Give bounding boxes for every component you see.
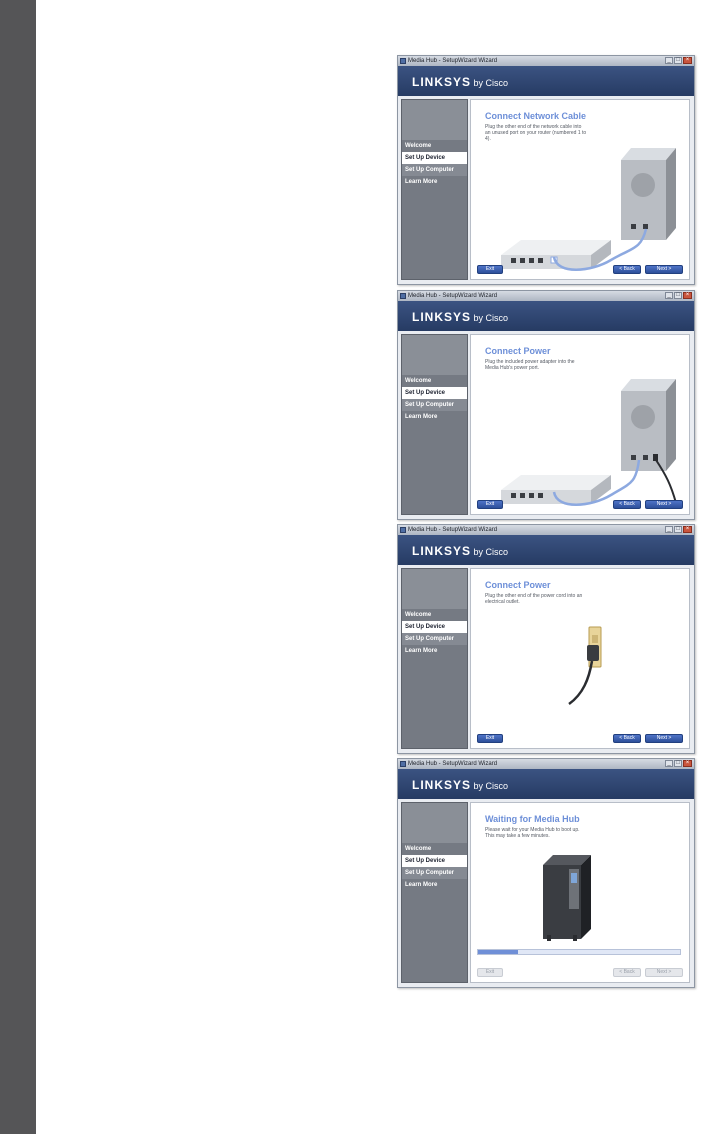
sidebar-item-set-up-computer[interactable]: Set Up Computer <box>402 633 467 645</box>
step-title: Connect Network Cable <box>485 111 587 121</box>
exit-button[interactable]: Exit <box>477 968 503 977</box>
wizard-content <box>470 99 690 280</box>
brand-logo: LINKSYS by Cisco <box>412 310 509 324</box>
sidebar-item-learn-more[interactable]: Learn More <box>405 882 438 888</box>
sidebar-item-welcome[interactable]: Welcome <box>405 378 432 384</box>
wizard-sidebar <box>401 99 468 280</box>
next-button[interactable]: Next > <box>645 734 683 743</box>
wizard-sidebar <box>401 568 468 749</box>
brand-header <box>398 535 694 565</box>
back-button[interactable]: < Back <box>613 265 641 274</box>
window-title-bar[interactable] <box>398 56 694 66</box>
app-icon <box>400 761 406 767</box>
exit-button[interactable]: Exit <box>477 734 503 743</box>
page-edge-bar <box>0 0 36 1134</box>
step-description: Plug the included power adapter into the Media Hub's power port. <box>485 359 575 371</box>
brand-logo: LINKSYS by Cisco <box>412 544 509 558</box>
window-title: Media Hub - SetupWizard Wizard <box>408 58 498 64</box>
brand-header <box>398 769 694 799</box>
step-title: Waiting for Media Hub <box>485 814 580 824</box>
sidebar-item-learn-more[interactable]: Learn More <box>405 414 438 420</box>
next-button[interactable]: Next > <box>645 968 683 977</box>
window-title: Media Hub - SetupWizard Wizard <box>408 527 498 533</box>
step-description: Please wait for your Media Hub to boot up. This may take a few minutes. <box>485 827 580 839</box>
maximize-icon[interactable]: □ <box>674 760 682 767</box>
close-icon[interactable]: × <box>683 526 692 533</box>
wizard-window-connect-network-cable <box>397 55 695 285</box>
next-button[interactable]: Next > <box>645 500 683 509</box>
power-plug-outlet-illustration <box>471 569 689 748</box>
sidebar-item-welcome[interactable]: Welcome <box>405 143 432 149</box>
back-button[interactable]: < Back <box>613 968 641 977</box>
back-button[interactable]: < Back <box>613 500 641 509</box>
window-title-bar[interactable] <box>398 291 694 301</box>
close-icon[interactable]: × <box>683 760 692 767</box>
minimize-icon[interactable]: _ <box>665 57 673 64</box>
minimize-icon[interactable]: _ <box>665 760 673 767</box>
sidebar-item-learn-more[interactable]: Learn More <box>405 648 438 654</box>
brand-logo: LINKSYS by Cisco <box>412 75 509 89</box>
step-description: Plug the other end of the network cable into an unused port on your router (numbered 1 to 4). <box>485 124 587 142</box>
sidebar-item-set-up-computer[interactable]: Set Up Computer <box>402 867 467 879</box>
sidebar-item-learn-more[interactable]: Learn More <box>405 179 438 185</box>
hub-power-adapter-illustration <box>471 335 689 514</box>
sidebar-item-set-up-device[interactable]: Set Up Device <box>402 855 467 867</box>
exit-button[interactable]: Exit <box>477 500 503 509</box>
maximize-icon[interactable]: □ <box>674 292 682 299</box>
media-hub-illustration <box>471 803 689 982</box>
wizard-sidebar <box>401 334 468 515</box>
step-title: Connect Power <box>485 580 551 590</box>
app-icon <box>400 58 406 64</box>
sidebar-item-set-up-computer[interactable]: Set Up Computer <box>402 399 467 411</box>
wizard-content <box>470 802 690 983</box>
sidebar-item-set-up-device[interactable]: Set Up Device <box>402 387 467 399</box>
sidebar-item-set-up-device[interactable]: Set Up Device <box>402 621 467 633</box>
minimize-icon[interactable]: _ <box>665 526 673 533</box>
wizard-window-connect-power-outlet <box>397 524 695 754</box>
wizard-window-connect-power-adapter <box>397 290 695 520</box>
brand-header <box>398 301 694 331</box>
window-title-bar[interactable] <box>398 525 694 535</box>
back-button[interactable]: < Back <box>613 734 641 743</box>
maximize-icon[interactable]: □ <box>674 526 682 533</box>
wizard-content <box>470 568 690 749</box>
sidebar-item-welcome[interactable]: Welcome <box>405 612 432 618</box>
app-icon <box>400 527 406 533</box>
app-icon <box>400 293 406 299</box>
step-description: Plug the other end of the power cord into an electrical outlet. <box>485 593 583 605</box>
close-icon[interactable]: × <box>683 57 692 64</box>
wizard-window-waiting-for-media-hub <box>397 758 695 988</box>
wizard-content <box>470 334 690 515</box>
boot-progress-bar <box>477 949 681 955</box>
next-button[interactable]: Next > <box>645 265 683 274</box>
sidebar-item-welcome[interactable]: Welcome <box>405 846 432 852</box>
exit-button[interactable]: Exit <box>477 265 503 274</box>
sidebar-item-set-up-computer[interactable]: Set Up Computer <box>402 164 467 176</box>
step-title: Connect Power <box>485 346 551 356</box>
minimize-icon[interactable]: _ <box>665 292 673 299</box>
window-title-bar[interactable] <box>398 759 694 769</box>
hub-router-network-cable-illustration <box>471 100 689 279</box>
maximize-icon[interactable]: □ <box>674 57 682 64</box>
wizard-sidebar <box>401 802 468 983</box>
progress-fill <box>478 950 518 954</box>
window-title: Media Hub - SetupWizard Wizard <box>408 293 498 299</box>
brand-logo: LINKSYS by Cisco <box>412 778 509 792</box>
sidebar-item-set-up-device[interactable]: Set Up Device <box>402 152 467 164</box>
window-title: Media Hub - SetupWizard Wizard <box>408 761 498 767</box>
close-icon[interactable]: × <box>683 292 692 299</box>
brand-header <box>398 66 694 96</box>
